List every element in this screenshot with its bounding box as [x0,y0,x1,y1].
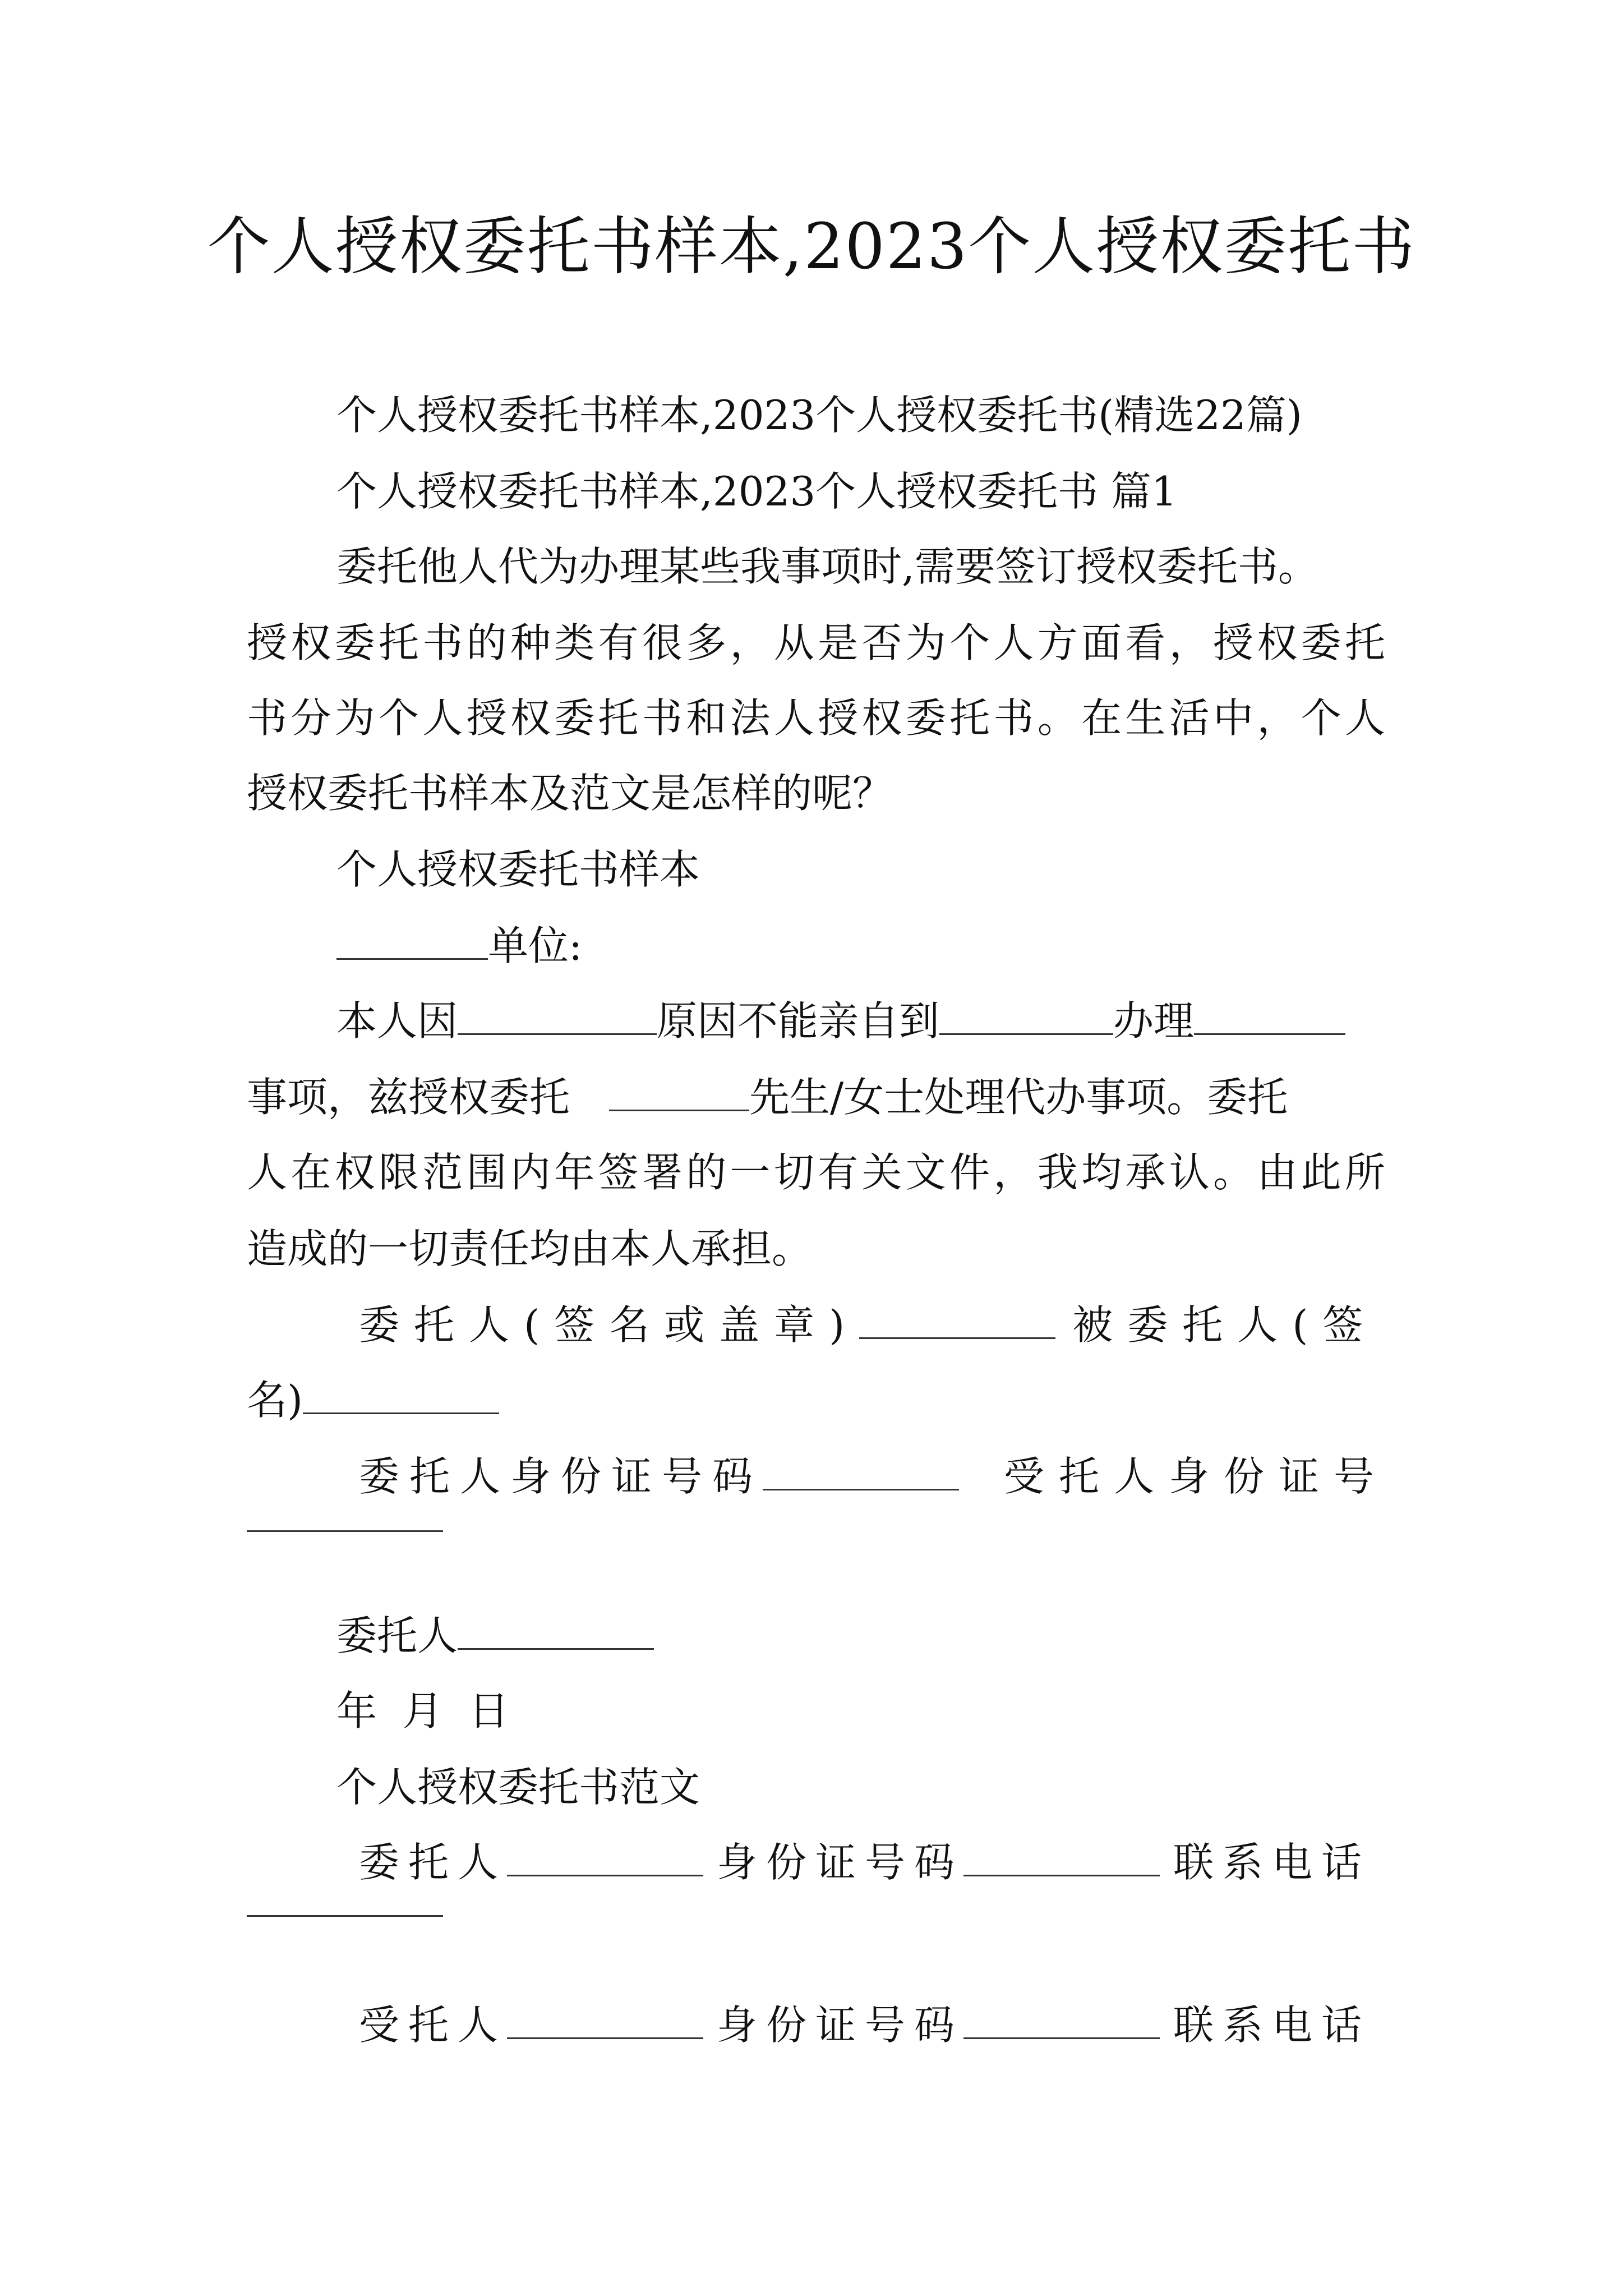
id-line [359,1448,1389,1504]
blank-field [963,2004,1160,2039]
id-label: 受托人身份证号 [1004,1453,1389,1500]
id-label: 委托人身份证号码 [359,1453,763,1500]
info-label: 联系电话 [1173,2001,1371,2049]
signature-label: 委托人(签名或盖章) [359,1301,860,1349]
unit-line [336,918,582,974]
blank-field [247,1915,443,1917]
body-text: 办理 [1113,997,1195,1045]
info-label: 身份证号码 [717,2001,964,2049]
blank-field [247,1530,443,1532]
blank-field [336,924,488,960]
blank-field [963,1841,1160,1876]
signature-label: 名) [247,1377,303,1424]
blank-field [859,1304,1055,1339]
subtitle-line: 个人授权委托书样本,2023个人授权委托书(精选22篇) [336,392,1302,439]
signature-line [359,1297,1385,1353]
body-text: 原因不能亲自到 [657,997,940,1045]
blank-field [1194,1000,1345,1035]
body-line: 造成的一切责任均由本人承担。 [247,1225,813,1272]
document-title: 个人授权委托书样本,2023个人授权委托书 [207,210,1416,283]
principal-label: 委托人 [336,1612,458,1659]
principal-line [336,1608,654,1664]
info-label: 委托人 [359,1839,508,1886]
info-label: 联系电话 [1173,1839,1371,1886]
sample-heading: 个人授权委托书样本 [336,846,700,893]
body-text: 本人因 [336,997,458,1045]
signature-label: 被委托人(签 [1072,1301,1378,1349]
info-label: 身份证号码 [717,1839,964,1886]
info-label: 受托人 [359,2001,508,2049]
blank-field [609,1076,749,1111]
blank-field [939,1000,1113,1035]
section-heading: 个人授权委托书样本,2023个人授权委托书 篇1 [336,468,1177,515]
paragraph-line: 授权委托书样本及范文是怎样的呢？ [247,770,893,817]
paragraph-line: 委托他人代为办理某些我事项时,需要签订授权委托书。 [336,543,1318,590]
unit-label: 单位: [488,922,583,969]
paragraph-line: 授权委托书的种类有很多，从是否为个人方面看，授权委托 [247,619,1385,666]
body-line: 人在权限范围内年签署的一切有关文件，我均承认。由此所 [247,1149,1385,1196]
body-line [247,1069,1385,1125]
blank-field [458,1614,654,1650]
blank-field [507,2004,703,2039]
body-line [336,993,1385,1049]
signature-line-cont [247,1372,1385,1428]
paragraph-line: 书分为个人授权委托书和法人授权委托书。在生活中，个人 [247,694,1385,742]
blank-field [458,1000,657,1035]
blank-field [303,1379,499,1414]
agent-info-line [359,1997,1385,2053]
blank-field [507,1841,703,1876]
blank-field [763,1455,959,1490]
fanwen-heading: 个人授权委托书范文 [336,1764,700,1811]
principal-info-line [359,1834,1385,1890]
body-text: 先生/女士处理代办事项。委托 [749,1074,1288,1121]
date-line: 年 月 日 [336,1687,509,1734]
body-text: 事项，兹授权委托 [247,1074,570,1121]
